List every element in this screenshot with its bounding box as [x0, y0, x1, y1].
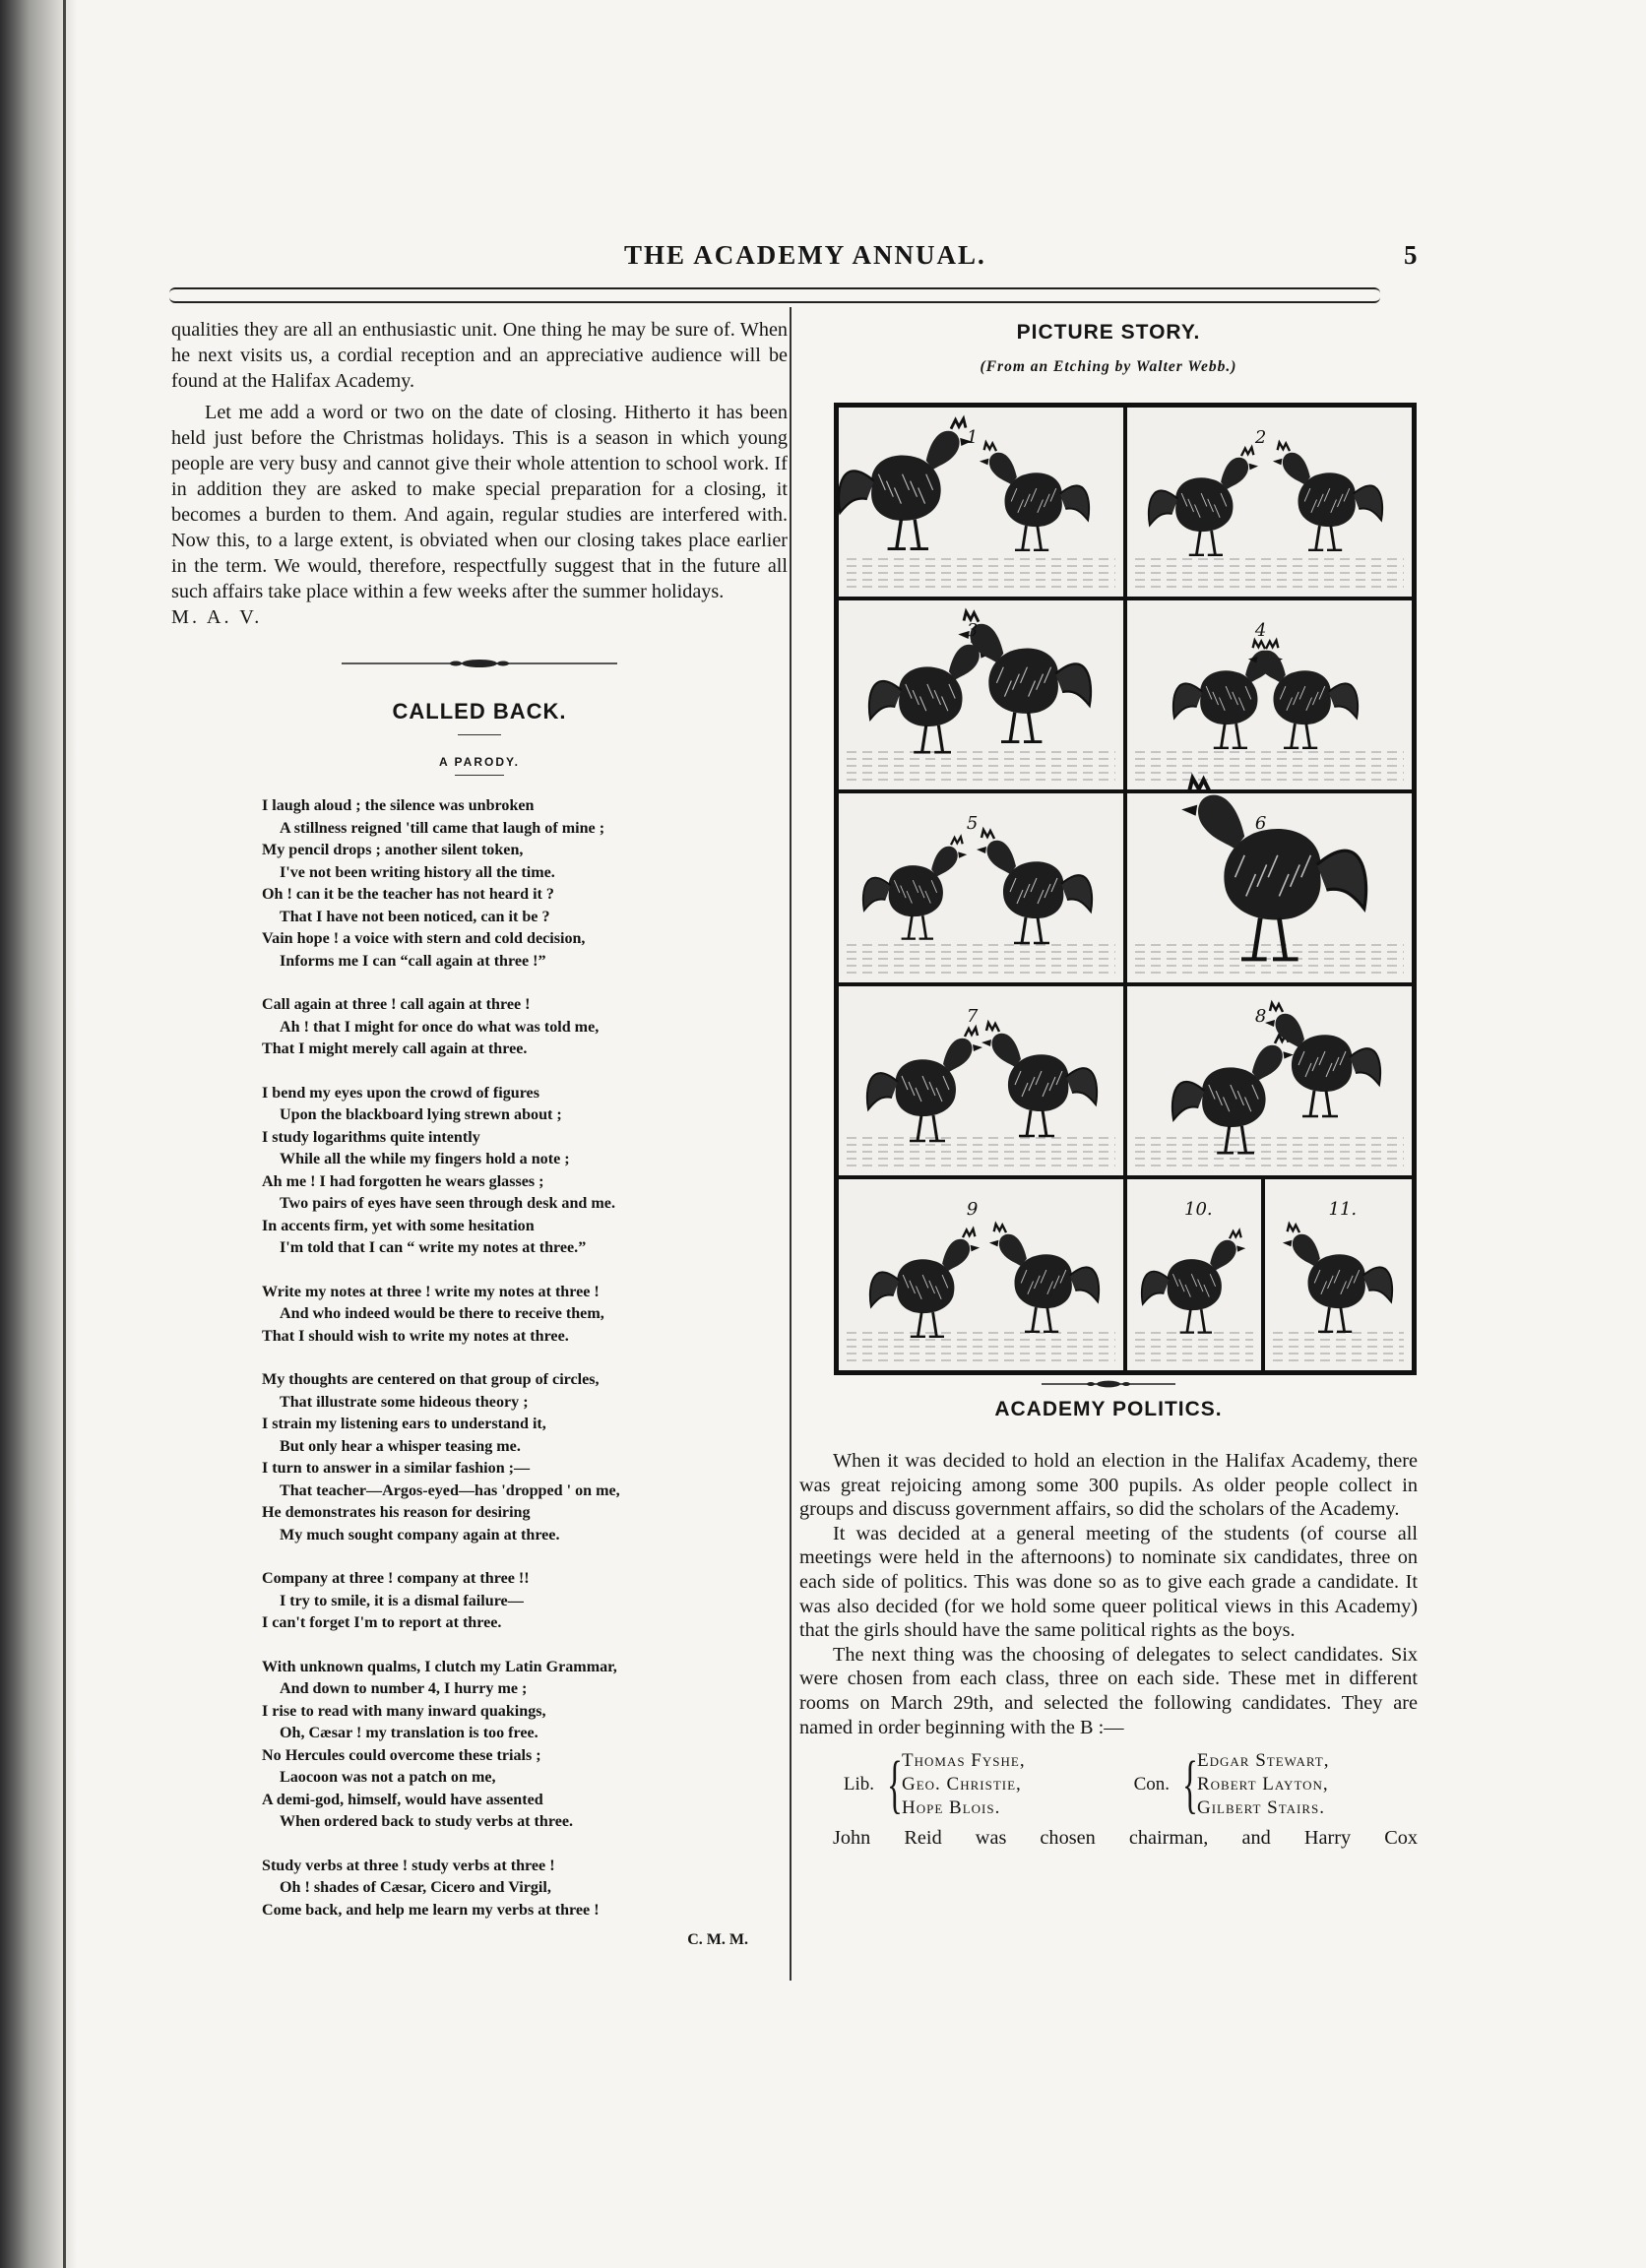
- word: Harry: [1303, 1827, 1352, 1850]
- poem-line: A demi-god, himself, would have assented: [262, 1791, 543, 1808]
- poem-stanza: [262, 1568, 788, 1635]
- picture-story-credit: (From an Etching by Walter Webb.): [980, 358, 1237, 375]
- candidate-names: [1197, 1749, 1329, 1820]
- poem-title: CALLED BACK.: [392, 699, 567, 724]
- poem-stanza: [262, 795, 788, 973]
- panel-number: 9: [966, 1199, 979, 1220]
- politics-paragraph: The next thing was the choosing of delegates to select candidates. Six were chosen from each class, three on each side. These met in different rooms on March 29th, and selected the following candidates. They are named in order beginning with the B :—: [799, 1643, 1418, 1738]
- story-panel: [1126, 407, 1413, 598]
- poem-stanza: [262, 1369, 788, 1546]
- poem-line: Company at three ! company at three !!: [262, 1570, 530, 1587]
- candidate-name: Thomas Fyshe,: [902, 1750, 1026, 1772]
- binding-edge: [63, 0, 66, 2268]
- poem-line: Informs me I can “call again at three !”: [280, 952, 546, 970]
- picture-story-frame: [834, 403, 1417, 1375]
- word: Reid: [904, 1827, 942, 1850]
- poem-line: Ah ! that I might for once do what was told me,: [280, 1018, 600, 1036]
- poem-line: Study verbs at three ! study verbs at three !: [262, 1857, 555, 1874]
- running-header-title: THE ACADEMY ANNUAL.: [624, 240, 986, 270]
- poem-line: That I might merely call again at three.: [262, 1040, 528, 1057]
- panel-number: 1: [966, 427, 979, 448]
- story-panel: [1126, 985, 1413, 1176]
- candidate-list: [799, 1749, 1418, 1820]
- poem-stanza: [262, 1083, 788, 1260]
- word: Cox: [1384, 1827, 1418, 1850]
- poem-subtitle: A PARODY.: [438, 755, 520, 769]
- poem-line: I try to smile, it is a dismal failure—: [280, 1592, 524, 1609]
- poem-line: Call again at three ! call again at three !: [262, 996, 531, 1013]
- word: chairman,: [1128, 1827, 1209, 1850]
- poem-line: Two pairs of eyes have seen through desk and me.: [280, 1195, 615, 1212]
- left-column: [171, 317, 788, 1949]
- story-panel: [838, 407, 1124, 598]
- brace-glyph: {: [887, 1748, 903, 1821]
- story-panel: [838, 985, 1124, 1176]
- poem-line: That I have not been noticed, can it be ?: [280, 908, 550, 925]
- poem-line: I laugh aloud ; the silence was unbroken: [262, 797, 535, 814]
- poem-line: Write my notes at three ! write my notes at three !: [262, 1283, 600, 1300]
- poem-line: Ah me ! I had forgotten he wears glasses ;: [262, 1172, 544, 1190]
- poem-line: I turn to answer in a similar fashion ;—: [262, 1460, 531, 1477]
- word: and: [1241, 1827, 1271, 1850]
- section-ornament: [342, 656, 617, 671]
- poem-line: I rise to read with many inward quakings,: [262, 1702, 546, 1720]
- candidate-name: Edgar Stewart,: [1197, 1750, 1330, 1772]
- poem-stanza: [262, 1856, 788, 1922]
- panel-number: 2: [1254, 427, 1267, 448]
- poem-line: My thoughts are centered on that group of circles,: [262, 1371, 600, 1388]
- title-rule: [458, 734, 501, 735]
- poem-line: I bend my eyes upon the crowd of figures: [262, 1084, 539, 1102]
- politics-title: ACADEMY POLITICS.: [994, 1398, 1223, 1420]
- panel-number: 7: [966, 1006, 979, 1027]
- poem-stanza: [262, 1282, 788, 1349]
- subtitle-rule: [455, 775, 504, 776]
- poem-line: Oh ! shades of Cæsar, Cicero and Virgil,: [280, 1879, 551, 1896]
- right-column: [799, 317, 1418, 1850]
- story-panel: [838, 792, 1124, 983]
- editorial-text: [171, 317, 788, 630]
- poem-stanza: [262, 994, 788, 1061]
- poem-line: And who indeed would be there to receive them,: [280, 1305, 604, 1322]
- story-panel: [838, 1178, 1124, 1371]
- poem-line: I strain my listening ears to understand it,: [262, 1416, 546, 1432]
- poem-line: That illustrate some hideous theory ;: [280, 1393, 529, 1411]
- poem-line: I can't forget I'm to report at three.: [262, 1614, 502, 1631]
- poem-line: That teacher—Argos-eyed—has 'dropped ' on me,: [280, 1481, 620, 1499]
- politics-final-line: [799, 1826, 1418, 1851]
- story-panel: [838, 599, 1124, 790]
- poem-line: That I should wish to write my notes at three.: [262, 1327, 569, 1345]
- poem-line: My much sought company again at three.: [280, 1526, 560, 1544]
- poem-line: I've not been writing history all the time.: [280, 863, 555, 881]
- party-label-liberal: Lib.: [843, 1774, 874, 1796]
- candidate-name: Geo. Christie,: [902, 1774, 1022, 1796]
- poem-line: Oh ! can it be the teacher has not heard it ?: [262, 886, 554, 903]
- poem-line: In accents firm, yet with some hesitation: [262, 1217, 535, 1234]
- editorial-signature: M. A. V.: [171, 606, 263, 628]
- panel-number: 3: [966, 620, 979, 641]
- story-panel: [1126, 599, 1413, 790]
- poem-line: While all the while my fingers hold a note ;: [280, 1151, 570, 1167]
- poem-line: My pencil drops ; another silent token,: [262, 842, 524, 858]
- poem-line: Vain hope ! a voice with stern and cold decision,: [262, 930, 586, 947]
- candidate-name: Robert Layton,: [1197, 1774, 1329, 1796]
- poem-line: A stillness reigned 'till came that laugh of mine ;: [280, 819, 605, 837]
- editorial-paragraph: Let me add a word or two on the date of closing. Hitherto it has been held just before the Christmas holidays. This is a season in which young people are very busy and cannot give their whole attention to school work. If in addition they are asked to make special preparation for a closing, it becomes a burden to them. And again, regular studies are interfered with. Now this, to a large extent, is obviated when our closing takes place earlier in the term. We would, therefore, respectfully suggest that in the future all such affairs take place within a few weeks after the summer holidays.: [171, 402, 788, 602]
- picture-story-panels: [837, 406, 1414, 1372]
- panel-number: 10.: [1184, 1199, 1213, 1220]
- poem-signature: C. M. M.: [687, 1931, 748, 1948]
- word: John: [833, 1827, 871, 1850]
- story-panel: [1126, 1178, 1262, 1371]
- panel-number: 5: [966, 813, 979, 834]
- candidate-names: [902, 1749, 1026, 1820]
- poem-line: Laocoon was not a patch on me,: [280, 1769, 496, 1786]
- poem-line: Come back, and help me learn my verbs at three !: [262, 1901, 600, 1919]
- story-panel: [1126, 778, 1413, 983]
- politics-paragraph: When it was decided to hold an election in the Halifax Academy, there was great rejoicing among some 300 pupils. As older people collect in groups and discuss government affairs, so did the scholars of the Academy.: [799, 1450, 1418, 1521]
- page-number: 5: [1404, 240, 1418, 270]
- brace-glyph: {: [1182, 1748, 1198, 1821]
- poem-line: And down to number 4, I hurry me ;: [280, 1680, 528, 1697]
- section-ornament: [1042, 1378, 1175, 1390]
- poem-line: I'm told that I can “ write my notes at three.”: [280, 1239, 587, 1256]
- editorial-paragraph: qualities they are all an enthusiastic unit. One thing he may be sure of. When he next visits us, a cordial reception and an appreciative audience will be found at the Halifax Academy.: [171, 319, 788, 392]
- liberal-candidates: [803, 1749, 1099, 1820]
- poem-body: [171, 795, 788, 1949]
- story-panel: [1264, 1178, 1413, 1371]
- politics-paragraph: It was decided at a general meeting of the students (of course all meetings were held in the afternoons) to nominate six candidates, three on each side of politics. This was done so as to give each grade a candidate. It was also decided (for we hold some queer political views in this Academy) that the girls should have the same political rights as the boys.: [799, 1522, 1418, 1642]
- panel-number: 8: [1254, 1006, 1267, 1027]
- poem-line: With unknown qualms, I clutch my Latin Grammar,: [262, 1658, 617, 1675]
- politics-article: [799, 1449, 1418, 1851]
- poem-line: He demonstrates his reason for desiring: [262, 1504, 531, 1521]
- word: chosen: [1040, 1827, 1096, 1850]
- poem-line: Upon the blackboard lying strewn about ;: [280, 1106, 562, 1123]
- poem-line: When ordered back to study verbs at three.: [280, 1813, 574, 1830]
- poem-line: No Hercules could overcome these trials ;: [262, 1746, 541, 1764]
- word: was: [975, 1827, 1007, 1850]
- poem-stanza: [262, 1657, 788, 1834]
- candidate-name: Gilbert Stairs.: [1197, 1797, 1326, 1819]
- party-label-conservative: Con.: [1133, 1774, 1170, 1796]
- panel-number: 11.: [1328, 1199, 1358, 1220]
- column-divider: [790, 307, 791, 1981]
- poem-line: I study logarithms quite intently: [262, 1128, 480, 1146]
- poem-line: Oh, Cæsar ! my translation is too free.: [280, 1725, 538, 1741]
- candidate-name: Hope Blois.: [902, 1797, 1001, 1819]
- conservative-candidates: [1099, 1749, 1329, 1820]
- picture-story-title: PICTURE STORY.: [1016, 321, 1201, 344]
- panel-number: 6: [1254, 813, 1267, 834]
- panel-number: 4: [1254, 620, 1267, 641]
- header-rule: [169, 287, 1380, 303]
- poem-line: But only hear a whisper teasing me.: [280, 1437, 521, 1455]
